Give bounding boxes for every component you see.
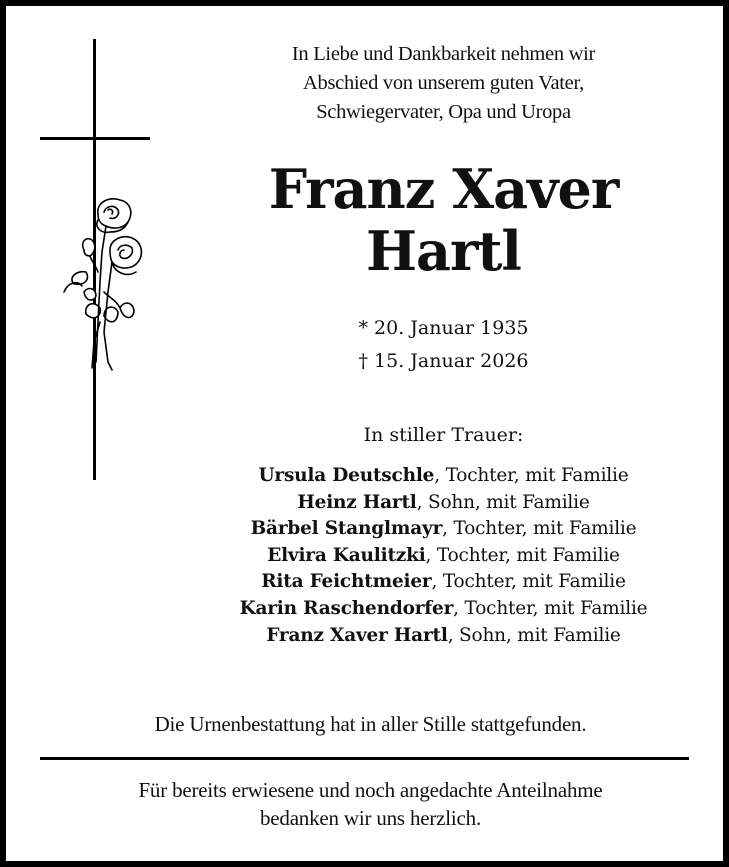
burial-note: Die Urnenbestattung hat in aller Stille stattgefunden. bbox=[154, 712, 587, 736]
roses-icon bbox=[54, 192, 154, 392]
thanks-line-1: Für bereits erwiesene und noch angedachte Anteilnahme bbox=[138, 778, 603, 802]
mourner-relation: , Tochter, mit Familie bbox=[431, 571, 626, 593]
death-date: † 15. Januar 2026 bbox=[358, 350, 529, 372]
intro-text bbox=[186, 40, 701, 127]
mourner-relation: , Tochter, mit Familie bbox=[434, 465, 629, 486]
mourner-name: Ursula Deutschle bbox=[258, 465, 435, 486]
mourner-relation: , Tochter, mit Familie bbox=[425, 544, 620, 566]
mourning-label: In stiller Trauer: bbox=[363, 424, 524, 446]
mourner-row bbox=[186, 623, 701, 650]
cross-bar bbox=[40, 137, 150, 140]
mourner-row bbox=[186, 596, 701, 623]
mourner-relation: , Sohn, mit Familie bbox=[447, 624, 621, 646]
mourner-name: Rita Feichtmeier bbox=[261, 571, 432, 593]
mourner-name: Karin Raschendorfer bbox=[239, 597, 454, 619]
intro-line: Abschied von unserem guten Vater, bbox=[303, 72, 584, 94]
divider bbox=[40, 757, 689, 760]
mourner-name: Heinz Hartl bbox=[297, 491, 417, 513]
mourner-row bbox=[186, 463, 701, 490]
birth-date: * 20. Januar 1935 bbox=[358, 317, 529, 339]
name-line-2: Hartl bbox=[366, 219, 521, 283]
mourners-list bbox=[186, 463, 701, 649]
intro-line: Schwiegervater, Opa und Uropa bbox=[316, 101, 571, 123]
mourner-row bbox=[186, 569, 701, 596]
life-dates bbox=[186, 312, 701, 378]
mourner-relation: , Tochter, mit Familie bbox=[442, 518, 637, 540]
mourner-name: Franz Xaver Hartl bbox=[266, 624, 448, 646]
thanks-text bbox=[40, 776, 701, 832]
thanks-line-2: bedanken wir uns herzlich. bbox=[259, 806, 482, 830]
mourner-row bbox=[186, 543, 701, 570]
mourner-relation: , Tochter, mit Familie bbox=[453, 597, 648, 619]
mourner-name: Elvira Kaulitzki bbox=[267, 544, 426, 566]
mourner-row bbox=[186, 516, 701, 543]
name-line-1: Franz Xaver bbox=[268, 157, 619, 221]
mourner-row bbox=[186, 490, 701, 517]
deceased-name bbox=[186, 158, 701, 282]
obituary-notice bbox=[6, 6, 723, 861]
mourner-name: Bärbel Stanglmayr bbox=[250, 518, 443, 540]
mourner-relation: , Sohn, mit Familie bbox=[416, 491, 590, 513]
intro-line: In Liebe und Dankbarkeit nehmen wir bbox=[291, 43, 596, 65]
